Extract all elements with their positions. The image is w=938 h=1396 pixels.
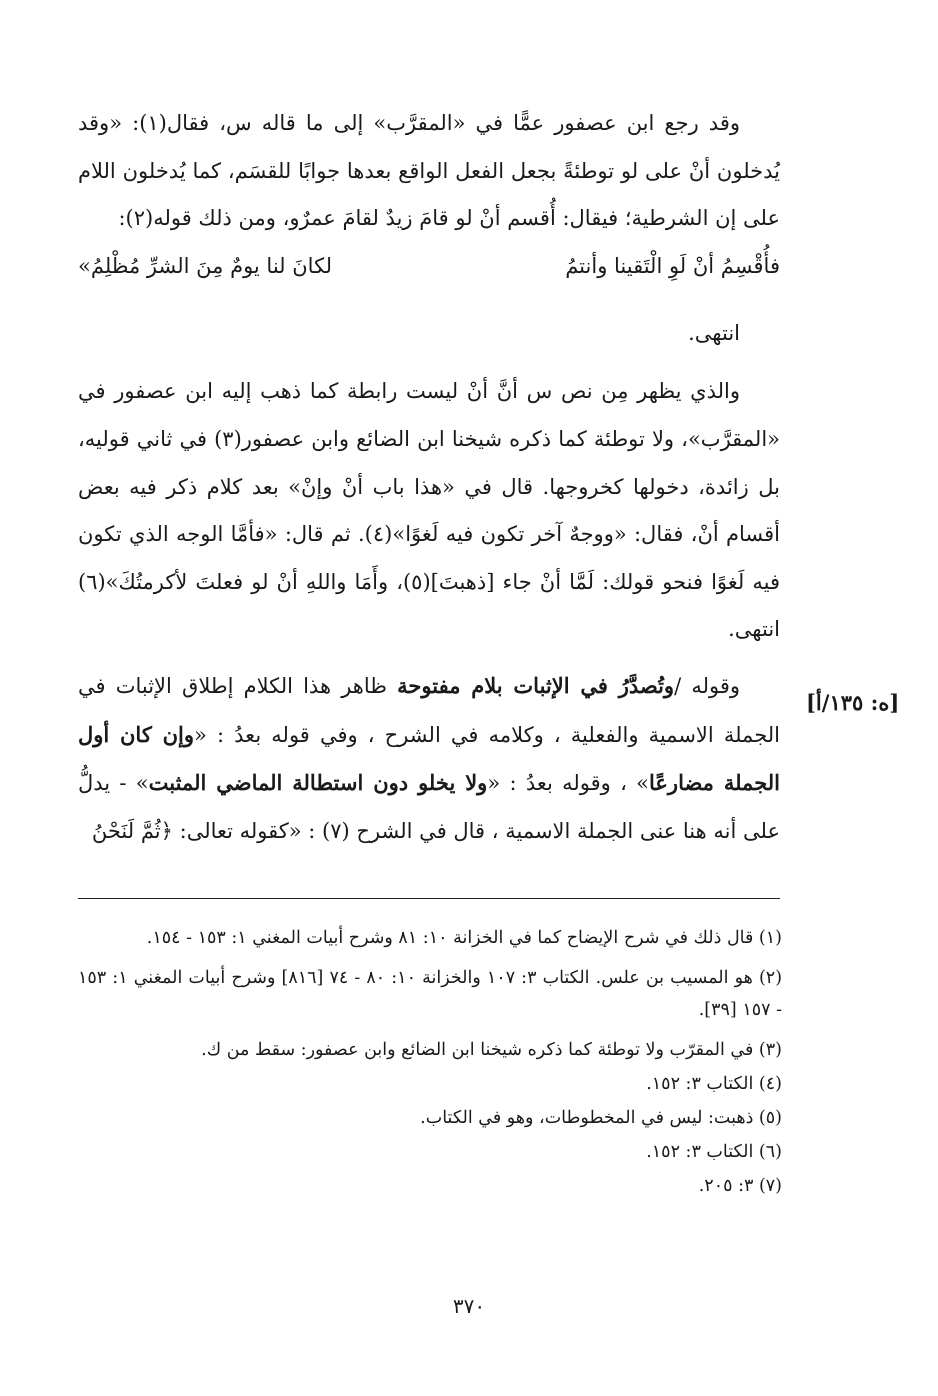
manuscript-folio-marker: [ه: ١٣٥/أ] [806, 690, 900, 715]
ending-word: انتهى. [688, 321, 740, 346]
footnote-separator [78, 898, 780, 899]
footnotes [78, 922, 782, 1204]
verse-first-hemistich: فأُقْسِمُ أنْ لَوِ الْتَقينا وأنتمُ [565, 253, 780, 278]
main-text [78, 100, 780, 855]
footnote-6: (٦) الكتاب ٣: ١٥٢. [646, 1142, 782, 1162]
paragraph-3-part-c: » ، وقوله بعدُ : « [487, 771, 649, 796]
bold-quote-3: ولا يخلو دون استطالة الماضي المثبت [148, 770, 488, 796]
footnote-1: (١) قال ذلك في شرح الإيضاح كما في الخزانة ١٠: ٨١ وشرح أبيات المغني ١: ١٥٣ - ١٥٤. [146, 928, 782, 948]
footnote-4: (٤) الكتاب ٣: ١٥٢. [646, 1074, 782, 1094]
page-number: ٣٧٠ [452, 1294, 486, 1318]
footnote-5: (٥) ذهبت: ليس في المخطوطات، وهو في الكتاب. [420, 1108, 782, 1128]
footnote-2: (٢) هو المسيب بن علس. الكتاب ٣: ١٠٧ والخزانة ١٠: ٨٠ - ٧٤ [٨١٦] وشرح أبيات المغني ١: ١٥٣ - ١٥٧ [٣٩]. [78, 968, 783, 1020]
paragraph-3-part-b: ظاهر هذا الكلام إطلاق الإثبات في الجملة الاسمية والفعلية ، وكلامه في الشرح ، وفي قوله بعدُ : « [78, 673, 780, 747]
paragraph-1: وقد رجع ابن عصفور عمًّا في «المقرَّب» إلى ما قاله س، فقال(١): «وقد يُدخلون أنْ على لو توطئةً بجعل الفعل الواقع بعدها جوابًا للقسَم، كما يُدخلون اللام على إن الشرطية؛ فيقال: أُقسم أنْ لو قامَ زيدٌ لقامَ عمرٌو، ومن ذلك قوله(٢): [78, 111, 780, 231]
paragraph-2: والذي يظهر مِن نص س أنَّ أنْ ليست رابطة كما ذهب إليه ابن عصفور في «المقرَّب»، ولا توطئة كما ذكره شيخنا ابن الضائع وابن عصفور(٣) في ثاني قوليه، بل زائدة، دخولها كخروجها. قال في «هذا باب أنْ وإنْ» بعد كلام ذكر فيه بعض أقسام أنْ، فقال: «ووجهٌ آخر تكون فيه لَغوًا»(٤). ثم قال: «فأمَّا الوجه الذي تكون فيه لَغوًا فنحو قولك: لَمَّا أنْ جاء [ذهبتَ](٥)، وأَمَا واللهِ أنْ لو فعلتَ لأكرمتُكَ»(٦) انتهى. [78, 379, 781, 642]
footnote-3: (٣) في المقرّب ولا توطئة كما ذكره شيخنا ابن الضائع وابن عصفور: سقط من ك. [201, 1040, 782, 1060]
poetry-verse [78, 243, 780, 291]
footnote-7: (٧) ٣: ٢٠٥. [698, 1176, 782, 1196]
paragraph-3 [78, 662, 780, 855]
bold-quote-2: وإن كان أول الجملة مضارعًا [78, 721, 780, 796]
paragraph-3-part-a: وقوله / [674, 673, 741, 698]
verse-second-hemistich: لكانَ لنا يومٌ مِنَ الشرِّ مُظْلِمُ» [78, 253, 333, 278]
paragraph-3-part-d: » - يدلُّ على أنه هنا عنى الجملة الاسمية ، قال في الشرح (٧) : «كقوله تعالى: ﴿ثُمَّ لَنَحْنُ [78, 771, 780, 843]
bold-quote-1: وتُصدَّرُ في الإثبات بلام مفتوحة [397, 672, 675, 698]
